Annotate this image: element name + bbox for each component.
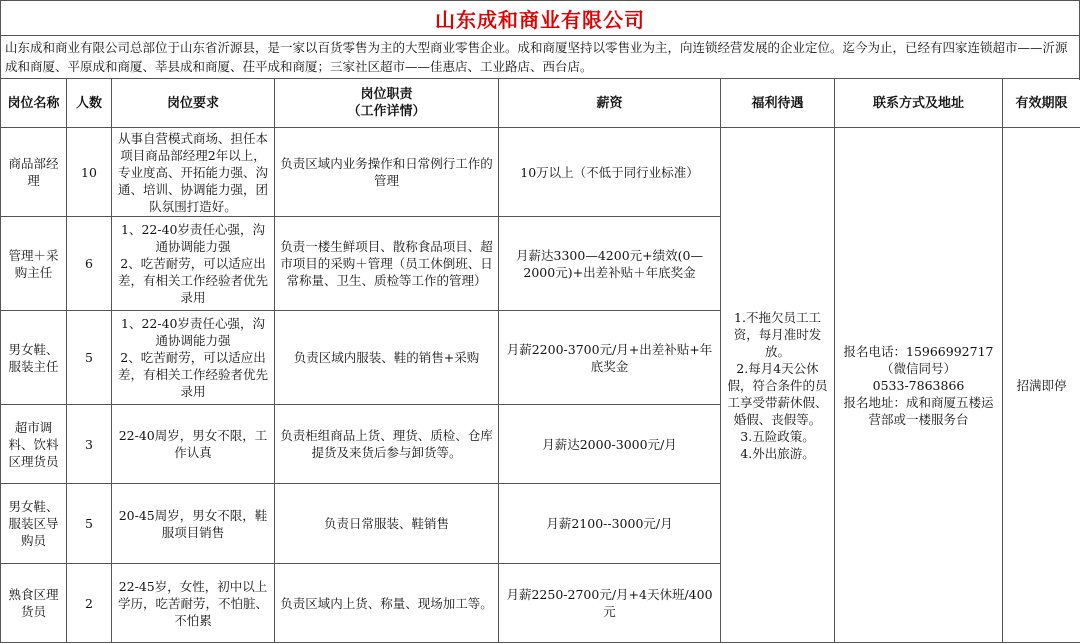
cell-validity: 招满即停	[1003, 128, 1080, 643]
table-row	[1, 128, 1080, 217]
cell-count: 6	[67, 217, 112, 311]
cell-salary: 月薪2100--3000元/月	[499, 484, 721, 564]
cell-duties: 负责区域内业务操作和日常例行工作的管理	[275, 128, 499, 217]
cell-duties: 负责区域内服装、鞋的销售+采购	[275, 311, 499, 405]
cell-position: 男女鞋、服装主任	[1, 311, 67, 405]
cell-requirements: 22-45岁，女性，初中以上学历，吃苦耐劳，不怕脏、不怕累	[112, 564, 275, 643]
cell-salary: 月薪2200-3700元/月+出差补贴+年底奖金	[499, 311, 721, 405]
cell-duties: 负责区域内上货、称量、现场加工等。	[275, 564, 499, 643]
cell-position: 超市调料、饮料区理货员	[1, 405, 67, 484]
cell-requirements: 1、22-40岁责任心强，沟通协调能力强 2、吃苦耐劳，可以适应出差，有相关工作经验者优先录用	[112, 217, 275, 311]
company-intro: 山东成和商业有限公司总部位于山东省沂源县，是一家以百货零售为主的大型商业零售企业。成和商厦坚持以零售业为主，向连锁经营发展的企业定位。迄今为止，已经有四家连锁超市——沂源成和商厦、平原成和商厦、莘县成和商厦、茌平成和商厦；三家社区超市——佳惠店、工业路店、西台店。	[0, 35, 1080, 80]
cell-count: 5	[67, 484, 112, 564]
cell-contact: 报名电话：15966992717 （微信同号） 0533-7863866 报名地址：成和商厦五楼运营部或一楼服务台	[835, 128, 1003, 643]
header-contact: 联系方式及地址	[835, 79, 1003, 128]
header-duties: 岗位职责 （工作详情）	[275, 79, 499, 128]
cell-count: 2	[67, 564, 112, 643]
header-position: 岗位名称	[1, 79, 67, 128]
cell-requirements: 22-40周岁，男女不限，工作认真	[112, 405, 275, 484]
cell-duties: 负责一楼生鲜项目、散称食品项目、超市项目的采购＋管理（员工休倒班、日常称量、卫生、质检等工作的管理）	[275, 217, 499, 311]
header-benefits: 福利待遇	[721, 79, 835, 128]
cell-position: 男女鞋、服装区导购员	[1, 484, 67, 564]
cell-duties: 负责柜组商品上货、理货、质检、仓库提货及来货后参与卸货等。	[275, 405, 499, 484]
header-requirements: 岗位要求	[112, 79, 275, 128]
header-salary: 薪资	[499, 79, 721, 128]
cell-requirements: 1、22-40岁责任心强，沟通协调能力强 2、吃苦耐劳，可以适应出差，有相关工作经验者优先录用	[112, 311, 275, 405]
cell-salary: 月薪达3300—4200元+绩效(0—2000元)+出差补贴＋年底奖金	[499, 217, 721, 311]
cell-benefits: 1.不拖欠员工工资，每月准时发放。 2.每月4天公休假，符合条件的员工享受带薪休假、婚假、丧假等。 3.五险政策。 4.外出旅游。	[721, 128, 835, 643]
cell-salary: 月薪达2000-3000元/月	[499, 405, 721, 484]
jobs-table	[0, 78, 1080, 643]
cell-count: 3	[67, 405, 112, 484]
cell-count: 5	[67, 311, 112, 405]
cell-position: 熟食区理货员	[1, 564, 67, 643]
cell-requirements: 20-45周岁，男女不限，鞋服项目销售	[112, 484, 275, 564]
cell-salary: 月薪2250-2700元/月+4天休班/400元	[499, 564, 721, 643]
company-title: 山东成和商业有限公司	[0, 0, 1080, 35]
cell-position: 商品部经理	[1, 128, 67, 217]
table-header-row	[1, 79, 1080, 128]
cell-salary: 10万以上（不低于同行业标准）	[499, 128, 721, 217]
header-count: 人数	[67, 79, 112, 128]
cell-requirements: 从事自营模式商场、担任本项目商品部经理2年以上，专业度高、开拓能力强、沟通、培训、协调能力强，团队氛围打造好。	[112, 128, 275, 217]
header-validity: 有效期限	[1003, 79, 1080, 128]
cell-count: 10	[67, 128, 112, 217]
cell-position: 管理＋采购主任	[1, 217, 67, 311]
cell-duties: 负责日常服装、鞋销售	[275, 484, 499, 564]
